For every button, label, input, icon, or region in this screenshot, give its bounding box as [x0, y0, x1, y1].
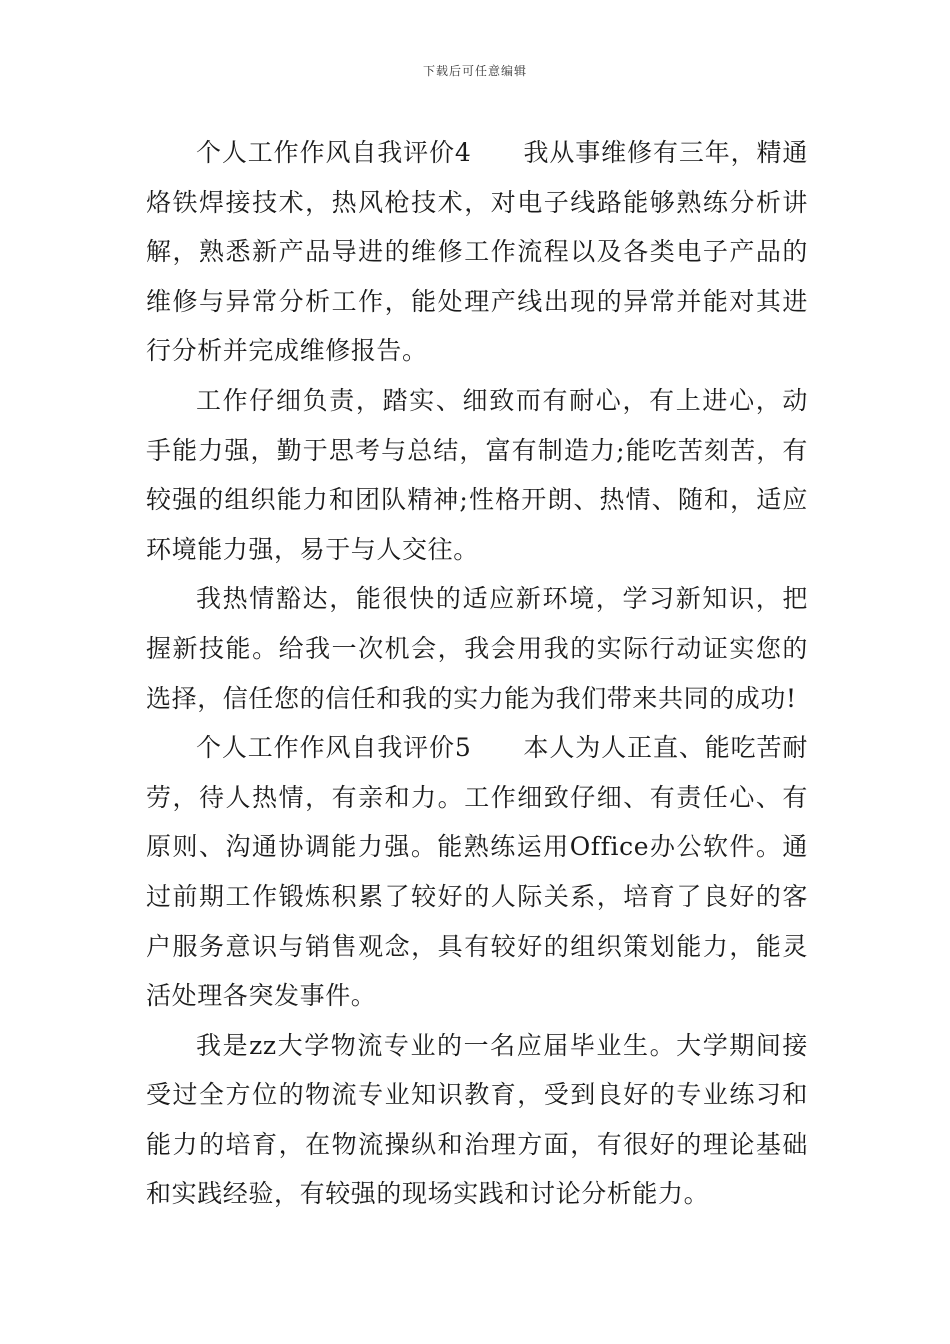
paragraph-3: 我热情豁达，能很快的适应新环境，学习新知识，把握新技能。给我一次机会，我会用我的实际行动证实您的选择，信任您的信任和我的实力能为我们带来共同的成功! — [146, 584, 808, 713]
document-body — [146, 128, 808, 1219]
paragraph-1: 个人工作作风自我评价4 我从事维修有三年，精通烙铁焊接技术，热风枪技术，对电子线路能够熟练分析讲解，熟悉新产品导进的维修工作流程以及各类电子产品的维修与异常分析工作，能处理产线出现的异常并能对其进行分析并完成维修报告。 — [146, 138, 808, 366]
header-note: 下载后可任意编辑 — [422, 64, 527, 78]
paragraph-5: 我是zz大学物流专业的一名应届毕业生。大学期间接受过全方位的物流专业知识教育，受到良好的专业练习和能力的培育，在物流操纵和治理方面，有很好的理论基础和实践经验，有较强的现场实践和讨论分析能力。 — [146, 1030, 808, 1209]
paragraph-2: 工作仔细负责，踏实、细致而有耐心，有上进心，动手能力强，勤于思考与总结，富有制造力;能吃苦刻苦，有较强的组织能力和团队精神;性格开朗、热情、随和，适应环境能力强，易于与人交往。 — [146, 385, 808, 564]
paragraph-4: 个人工作作风自我评价5 本人为人正直、能吃苦耐劳，待人热情，有亲和力。工作细致仔细、有责任心、有原则、沟通协调能力强。能熟练运用Office办公软件。通过前期工作锻炼积累了较好的人际关系，培育了良好的客户服务意识与销售观念，具有较好的组织策划能力，能灵活处理各突发事件。 — [146, 733, 808, 1011]
